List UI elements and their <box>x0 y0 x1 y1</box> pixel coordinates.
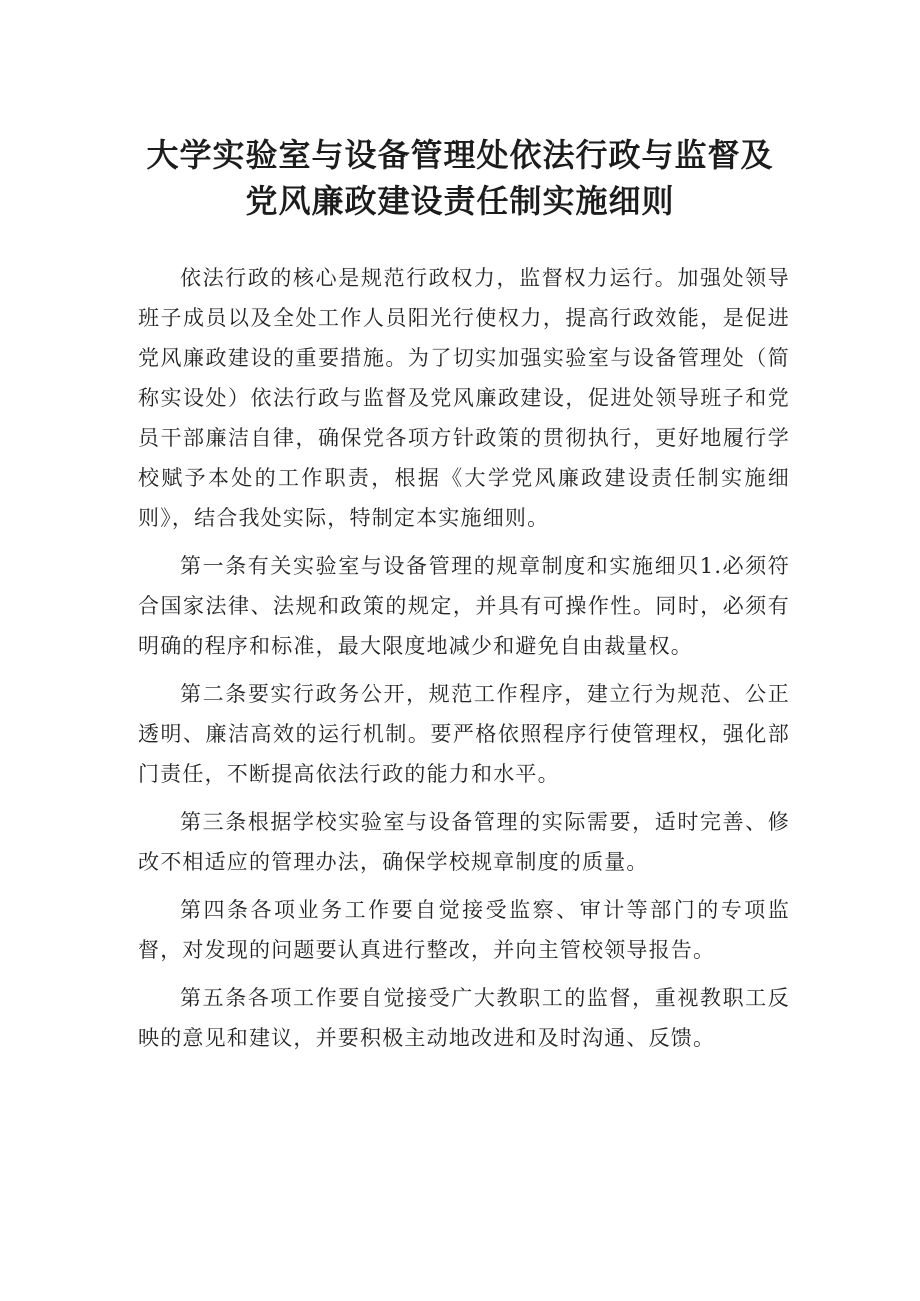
document-title <box>0 132 920 224</box>
article-4-paragraph: 第四条各项业务工作要自觉接受监察、审计等部门的专项监督，对发现的问题要认真进行整改，并向主管校领导报告。 <box>138 898 790 962</box>
article-1-paragraph: 第一条有关实验室与设备管理的规章制度和实施细贝1.必须符合国家法律、法规和政策的规定，并具有可操作性。同时，必须有明确的程序和标准，最大限度地减少和避免自由裁量权。 <box>138 554 790 658</box>
title-line-1: 大学实验室与设备管理处依法行政与监督及 <box>146 136 774 174</box>
article-3-paragraph: 第三条根据学校实验室与设备管理的实际需要，适时完善、修改不相适应的管理办法，确保学校规章制度的质量。 <box>138 810 790 874</box>
title-line-2: 党风廉政建设责任制实施细则 <box>245 182 675 220</box>
document-body <box>138 258 790 1058</box>
article-5-paragraph: 第五条各项工作要自觉接受广大教职工的监督，重视教职工反映的意见和建议，并要积极主动地改进和及时沟通、反馈。 <box>138 986 790 1050</box>
intro-paragraph: 依法行政的核心是规范行政权力，监督权力运行。加强处领导班子成员以及全处工作人员阳光行使权力，提高行政效能，是促进党风廉政建设的重要措施。为了切实加强实验室与设备管理处（简称实设处）依法行政与监督及党风廉政建设，促进处领导班子和党员干部廉洁自律，确保党各项方针政策的贯彻执行，更好地履行学校赋予本处的工作职责，根据《大学党风廉政建设责任制实施细则》，结合我处实际，特制定本实施细则。 <box>138 266 790 530</box>
article-2-paragraph: 第二条要实行政务公开，规范工作程序，建立行为规范、公正透明、廉洁高效的运行机制。要严格依照程序行使管理权，强化部门责任，不断提高依法行政的能力和水平。 <box>138 682 790 786</box>
